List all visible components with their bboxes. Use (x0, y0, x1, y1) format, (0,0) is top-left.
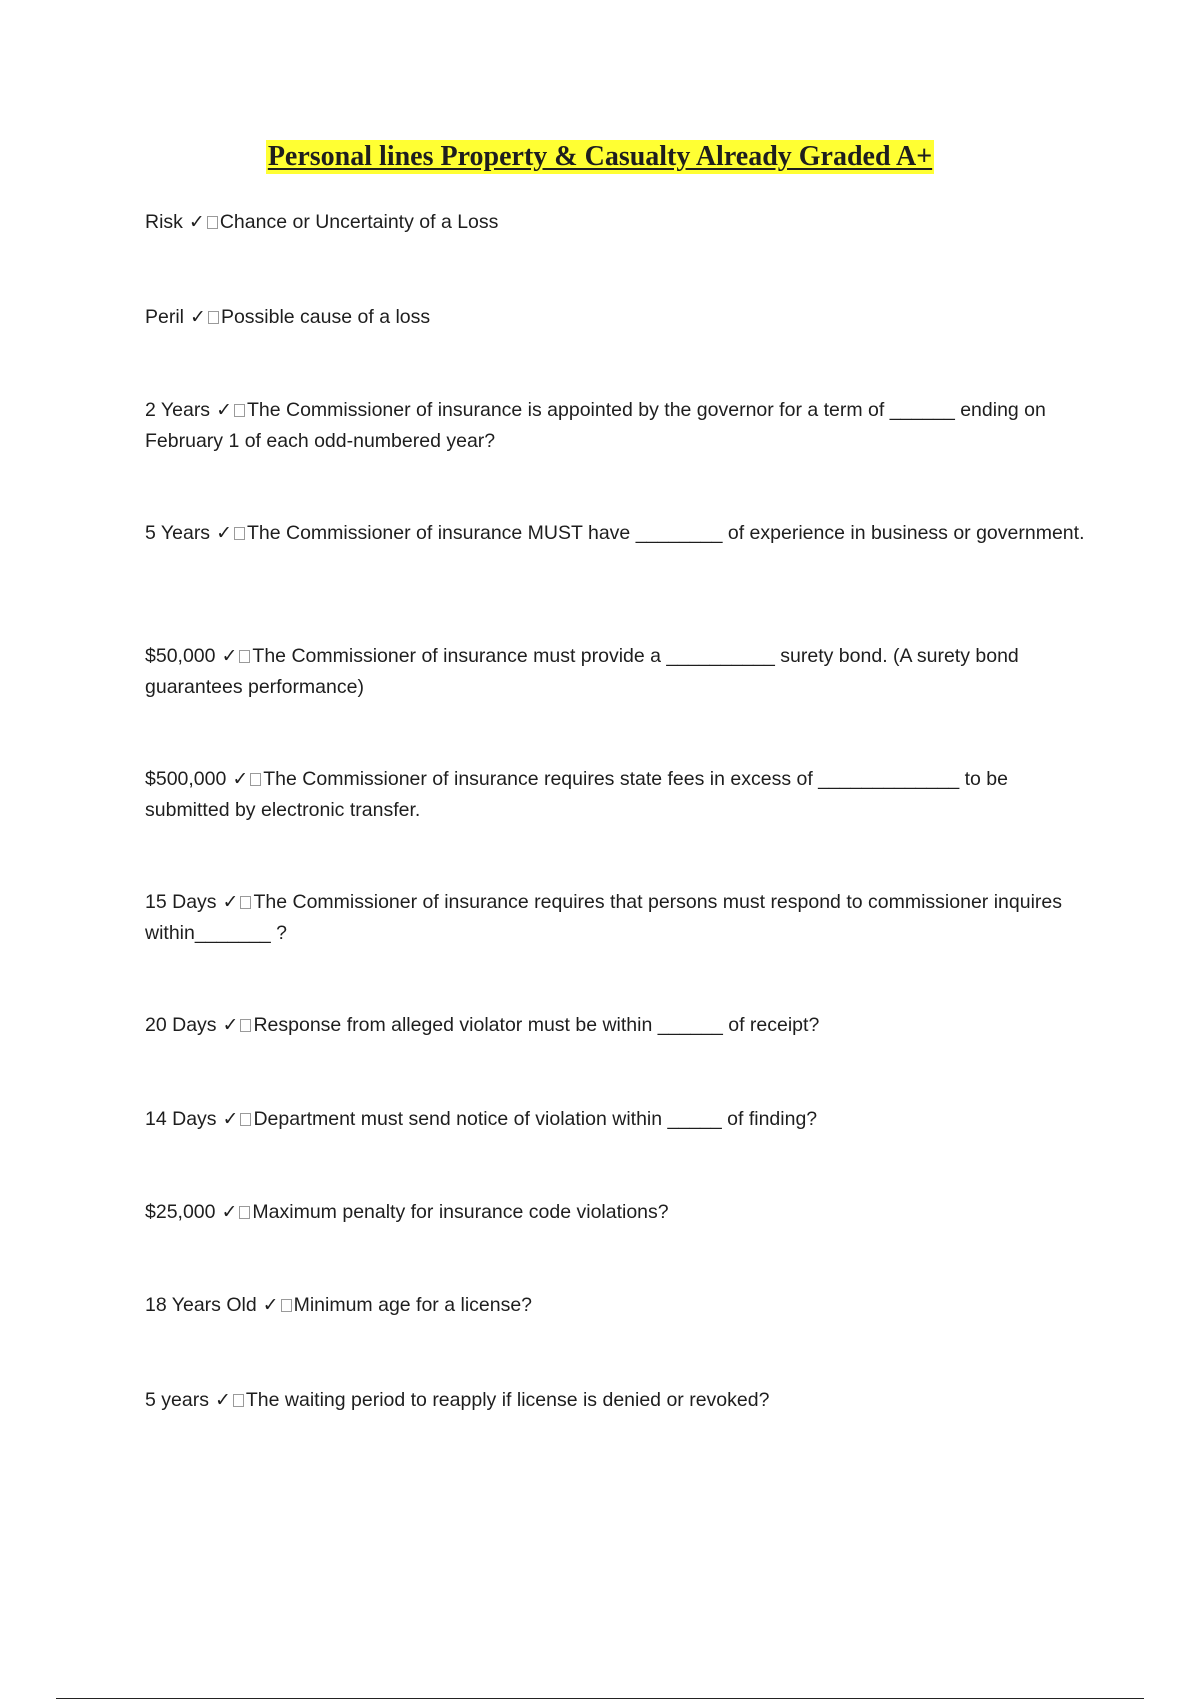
flashcard-entry (145, 518, 1095, 549)
check-icon: ✓ (190, 306, 206, 328)
entry-definition: The Commissioner of insurance requires that persons must respond to commissioner inquires within_______ ? (145, 891, 1062, 944)
check-icon: ✓ (262, 1294, 279, 1316)
flashcard-entry (145, 1104, 1095, 1135)
checkbox-icon (233, 1394, 244, 1407)
document-title: Personal lines Property & Casualty Already Graded A+ (267, 141, 933, 172)
entry-definition: Minimum age for a license? (293, 1294, 533, 1316)
entry-term: 5 years (145, 1389, 209, 1411)
entry-definition: Response from alleged violator must be within ______ of receipt? (253, 1014, 820, 1036)
checkbox-icon (207, 216, 218, 229)
flashcard-entry (145, 1197, 1095, 1228)
checkbox-icon (239, 650, 250, 663)
check-icon: ✓ (222, 1108, 239, 1130)
check-icon: ✓ (221, 645, 238, 667)
check-icon: ✓ (216, 522, 232, 544)
check-icon: ✓ (216, 399, 232, 421)
entry-term: 14 Days (145, 1108, 217, 1130)
flashcard-entry (145, 1010, 1095, 1041)
check-icon: ✓ (188, 211, 205, 233)
entry-term: Peril (145, 306, 185, 328)
entry-term: 15 Days (145, 891, 217, 913)
check-icon: ✓ (221, 1201, 238, 1223)
entry-term: $50,000 (145, 645, 216, 667)
flashcard-entry (145, 887, 1095, 949)
checkbox-icon (239, 1206, 250, 1219)
title-container (0, 140, 1200, 174)
check-icon: ✓ (222, 891, 239, 913)
checkbox-icon (234, 404, 245, 417)
checkbox-icon (240, 1113, 251, 1126)
page-bottom-rule (56, 1698, 1144, 1699)
flashcard-entry (145, 1290, 1095, 1321)
entry-definition: Chance or Uncertainty of a Loss (219, 211, 499, 233)
entry-definition: Department must send notice of violation within _____ of finding? (253, 1108, 818, 1130)
flashcard-entry (145, 207, 1095, 238)
checkbox-icon (281, 1299, 292, 1312)
entry-term: 5 Years (145, 522, 211, 544)
flashcard-entry (145, 764, 1095, 826)
entry-term: Risk (145, 211, 183, 233)
checkbox-icon (250, 773, 261, 786)
checkbox-icon (240, 896, 251, 909)
checkbox-icon (234, 527, 245, 540)
entry-definition: Maximum penalty for insurance code violations? (252, 1201, 669, 1223)
flashcard-entry (145, 302, 1095, 333)
check-icon: ✓ (232, 768, 249, 790)
flashcard-entry (145, 395, 1095, 457)
entry-term: $25,000 (145, 1201, 216, 1223)
entry-definition: The Commissioner of insurance must provide a __________ surety bond. (A surety bond guarantees performance) (145, 645, 1019, 698)
entry-definition: The Commissioner of insurance MUST have ________ of experience in business or government. (246, 522, 1085, 544)
checkbox-icon (208, 311, 219, 324)
entry-term: 18 Years Old (145, 1294, 257, 1316)
entry-term: 2 Years (145, 399, 211, 421)
checkbox-icon (240, 1019, 251, 1032)
entry-term: 20 Days (145, 1014, 217, 1036)
entry-term: $500,000 (145, 768, 227, 790)
entry-definition: The waiting period to reapply if license is denied or revoked? (245, 1389, 770, 1411)
check-icon: ✓ (222, 1014, 239, 1036)
flashcard-entry (145, 1385, 1095, 1416)
entry-definition: Possible cause of a loss (220, 306, 431, 328)
flashcard-entry (145, 641, 1095, 703)
entry-definition: The Commissioner of insurance requires state fees in excess of _____________ to be submitted by electronic transfer. (145, 768, 1008, 821)
check-icon: ✓ (214, 1389, 231, 1411)
entry-definition: The Commissioner of insurance is appointed by the governor for a term of ______ ending on February 1 of each odd-numbered year? (145, 399, 1046, 452)
